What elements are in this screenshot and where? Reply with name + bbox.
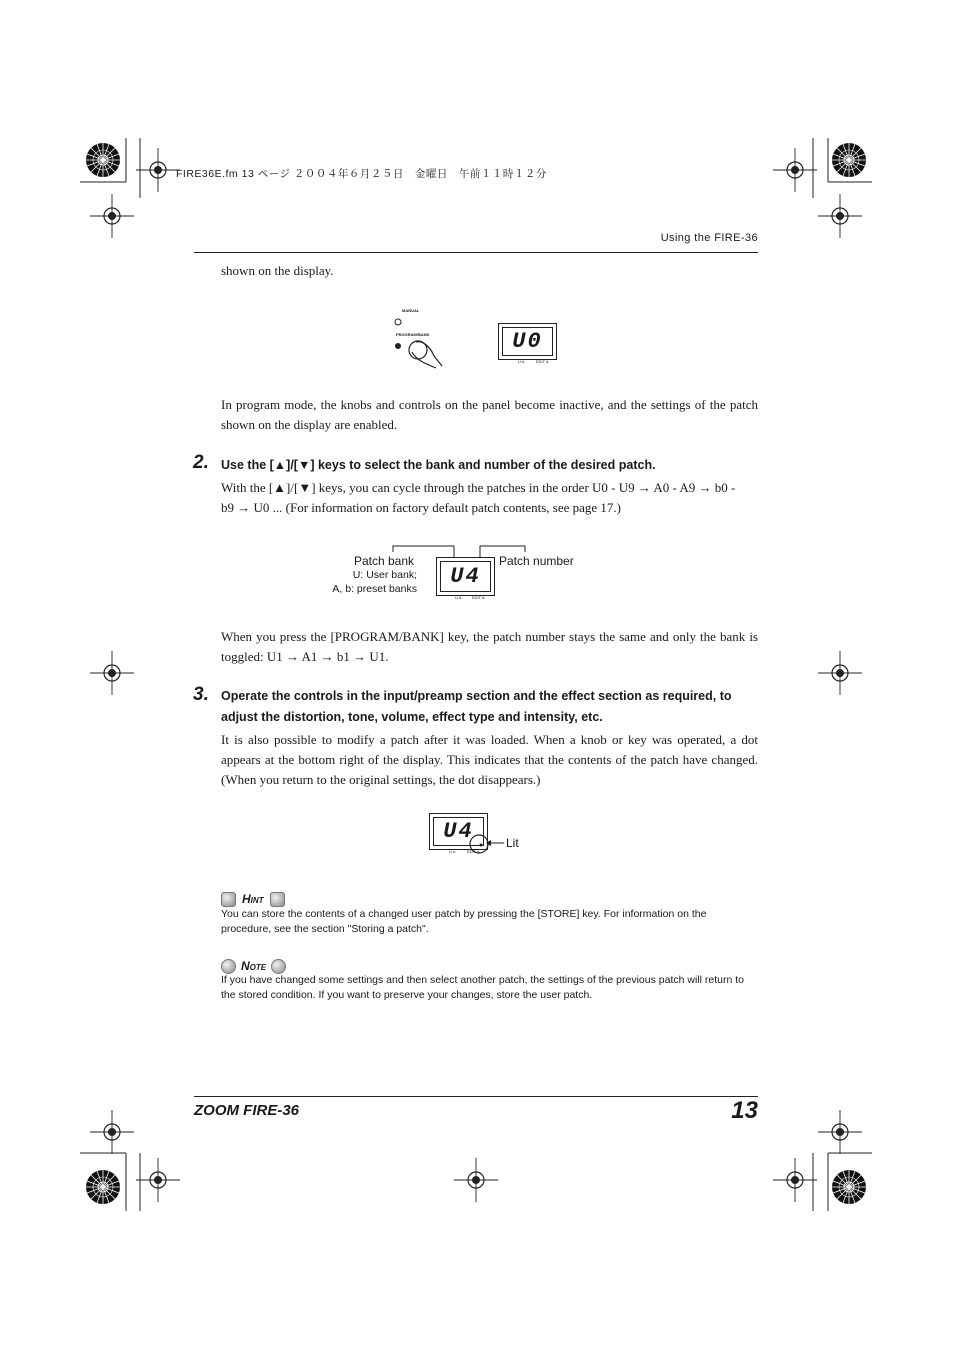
lit-label: Lit [506,836,519,850]
user-bank-label: U: User bank; [352,569,417,581]
hint-badge-icon [270,892,285,907]
mode-buttons-illustration [390,306,450,374]
step-2-text: With the [▲]/[▼] keys, you can cycle through the patches in the order U0 - U9 → A0 - A9 → b0 - b9 → U0 ... (For information on factory default patch contents, see page 17.) [221,480,736,515]
print-job-header: FIRE36E.fm 13 ページ ２００４年６月２５日 金曜日 午前１１時１２分 [176,168,547,180]
patch-display-digits: U0 [502,327,553,356]
program-mode-paragraph: In program mode, the knobs and controls on the panel become inactive, and the settings of the patch shown on the display are enabled. [221,397,758,432]
display-sub-label-right: EDIT A [467,849,480,854]
intro-line: shown on the display. [221,263,334,278]
footer-product-name: ZOOM FIRE-36 [194,1102,300,1119]
hint-title-row [221,890,758,906]
note-title: Note [241,959,267,974]
hint-text: You can store the contents of a changed user patch by pressing the [STORE] key. For information on the procedure, see the section "Storing a patch". [221,908,707,935]
bank-toggle-paragraph: When you press the [PROGRAM/BANK] key, the patch number stays the same and only the bank is toggled: U1 → A1 → b1 → U1. [221,629,758,664]
manual-label: MANUAL [402,308,420,313]
footer-rule [194,1096,758,1097]
figure-patch-select [320,540,610,610]
page-number: 13 [731,1097,758,1124]
preset-banks-label: A, b: preset banks [332,583,417,595]
step-3-text: It is also possible to modify a patch after it was loaded. When a knob or key was operated, a dot appears at the bottom right of the display. This indicates that the contents of the patch have changed. (When you return to the original settings, the dot disappears.) [221,732,758,787]
note-title-row [221,957,758,973]
running-header: Using the FIRE-36 [660,232,758,244]
step-2-heading: Use the [▲]/[▼] keys to select the bank and number of the desired patch. [221,458,656,472]
display-sub-label-right: EDIT A [472,595,485,600]
hint-badge-icon [221,892,236,907]
header-rule [194,252,758,253]
patch-display [498,323,557,360]
program-bank-label: PROGRAM/BANK [396,332,430,337]
hint-title: Hint [242,892,264,907]
figure-mode-select [390,306,570,376]
step-3-heading: Operate the controls in the input/preamp section and the effect section as required, to adjust the distortion, tone, volume, effect type and intensity, etc. [221,689,732,724]
note-box [221,957,758,1003]
step-2-number: 2. [193,452,209,473]
patch-display [436,557,495,596]
note-badge-icon [271,959,286,974]
patch-number-label: Patch number [499,554,574,568]
figure-modified-dot [428,812,548,858]
note-text: If you have changed some settings and then select another patch, the settings of the previous patch will return to the stored condition. If you want to preserve your changes, store the user patch. [221,974,744,1001]
display-sub-label-left: U A [518,359,525,364]
hint-box [221,890,758,937]
display-sub-label-right: EDIT A [536,359,549,364]
patch-display-digits: U4 [433,817,484,846]
patch-bank-label: Patch bank [353,554,414,568]
display-sub-label-left: U A [449,849,456,854]
display-sub-label-left: U A [455,595,462,600]
step-3-number: 3. [193,684,209,705]
patch-display-digits: U4 [440,561,491,592]
note-badge-icon [221,959,236,974]
